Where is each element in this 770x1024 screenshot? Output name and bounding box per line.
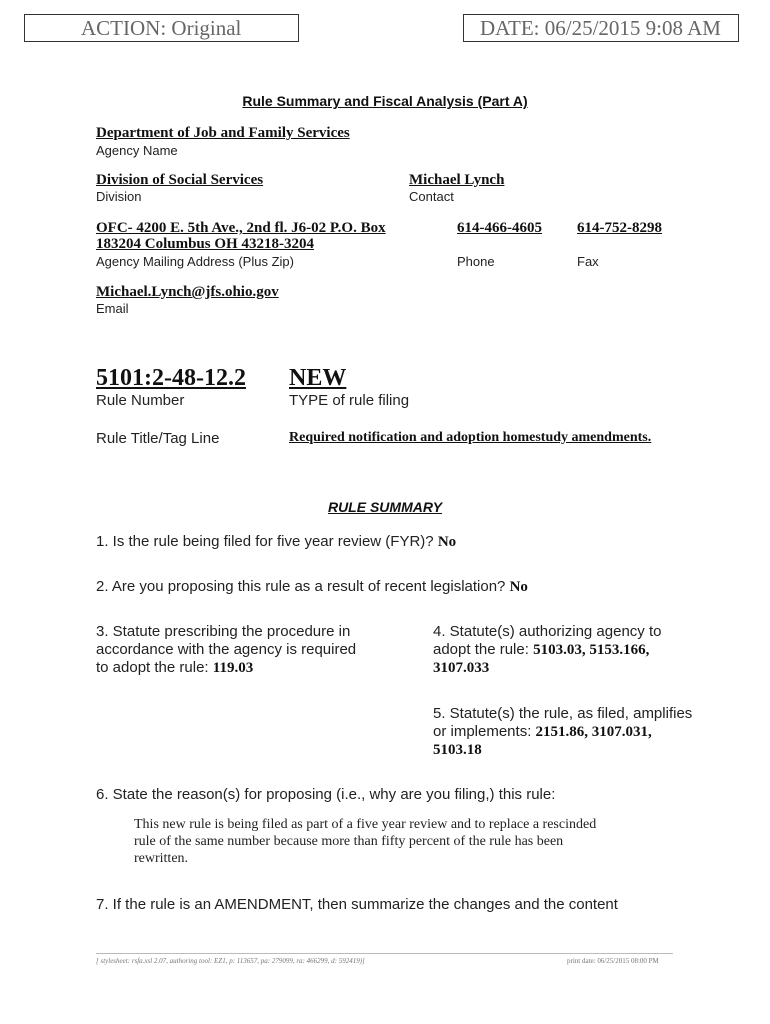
rule-type-label: TYPE of rule filing (289, 392, 410, 409)
action-text: ACTION: Original (81, 16, 242, 40)
rule-type-value: NEW (289, 365, 347, 391)
email-value: Michael.Lynch@jfs.ohio.gov (96, 284, 279, 300)
fax-value: 614-752-8298 (577, 220, 662, 236)
question-4-answer-2: 3107.033 (433, 660, 490, 676)
question-4 (433, 623, 661, 677)
footer-stylesheet-info: [ stylesheet: rsfa.xsl 2.07, authoring tool: EZ1, p: 113657, pa: 279099, ra: 466299, d: 592419)] (96, 957, 365, 965)
email-label: Email (96, 301, 129, 316)
question-5-answer-1: 2151.86, 3107.031, (535, 724, 652, 740)
rule-number-label: Rule Number (96, 392, 185, 409)
division-label: Division (96, 189, 142, 204)
rule-summary-heading: RULE SUMMARY (327, 499, 443, 515)
question-6-answer-line-3: rewritten. (134, 851, 189, 866)
address-line-1: OFC- 4200 E. 5th Ave., 2nd fl. J6-02 P.O. Box (96, 220, 386, 236)
question-1-answer: No (437, 534, 457, 550)
question-6-answer-line-2: rule of the same number because more than fifty percent of the rule has been (134, 834, 564, 849)
footer-print-date: print date: 06/25/2015 08:00 PM (567, 957, 659, 965)
question-5-line-1: 5. Statute(s) the rule, as filed, amplifies (433, 705, 693, 722)
agency-name-value: Department of Job and Family Services (96, 125, 350, 141)
question-3 (96, 623, 356, 677)
address-line-2: 183204 Columbus OH 43218-3204 (96, 236, 314, 252)
question-2-text: 2. Are you proposing this rule as a result of recent legislation? (96, 578, 506, 595)
address-label: Agency Mailing Address (Plus Zip) (96, 254, 294, 269)
rule-number-value: 5101:2-48-12.2 (96, 365, 246, 391)
question-3-line-2: accordance with the agency is required (96, 641, 357, 658)
date-box (463, 14, 739, 42)
question-1 (96, 533, 456, 551)
agency-name-label: Agency Name (96, 143, 178, 158)
rule-title-value: Required notification and adoption homestudy amendments. (289, 430, 652, 445)
date-text: DATE: 06/25/2015 9:08 AM (480, 16, 721, 40)
rule-title-label: Rule Title/Tag Line (96, 430, 220, 447)
question-4-answer-1: 5103.03, 5153.166, (533, 642, 650, 658)
phone-label: Phone (457, 254, 495, 269)
question-3-answer: 119.03 (212, 660, 254, 676)
question-5 (433, 705, 692, 759)
question-4-line-1: 4. Statute(s) authorizing agency to (433, 623, 662, 640)
fax-label: Fax (577, 254, 599, 269)
question-7-text: 7. If the rule is an AMENDMENT, then summarize the changes and the content (96, 896, 618, 913)
phone-value: 614-466-4605 (457, 220, 542, 236)
contact-label: Contact (409, 189, 454, 204)
footer-divider (96, 953, 673, 954)
question-3-line-1: 3. Statute prescribing the procedure in (96, 623, 351, 640)
question-5-line-2: or implements: (433, 723, 532, 740)
question-3-line-3: to adopt the rule: (96, 659, 209, 676)
question-1-text: 1. Is the rule being filed for five year review (FYR)? (96, 533, 434, 550)
contact-value: Michael Lynch (409, 172, 505, 188)
question-6-text: 6. State the reason(s) for proposing (i.e., why are you filing,) this rule: (96, 786, 556, 803)
question-4-line-2: adopt the rule: (433, 641, 529, 658)
question-6-answer (134, 816, 596, 867)
division-value: Division of Social Services (96, 172, 264, 188)
question-2-answer: No (509, 579, 528, 595)
question-2 (96, 578, 528, 596)
question-5-answer-2: 5103.18 (433, 742, 482, 758)
question-6-answer-line-1: This new rule is being filed as part of a five year review and to replace a rescinded (134, 817, 597, 832)
page-title: Rule Summary and Fiscal Analysis (Part A) (242, 93, 528, 109)
action-box (24, 14, 299, 42)
